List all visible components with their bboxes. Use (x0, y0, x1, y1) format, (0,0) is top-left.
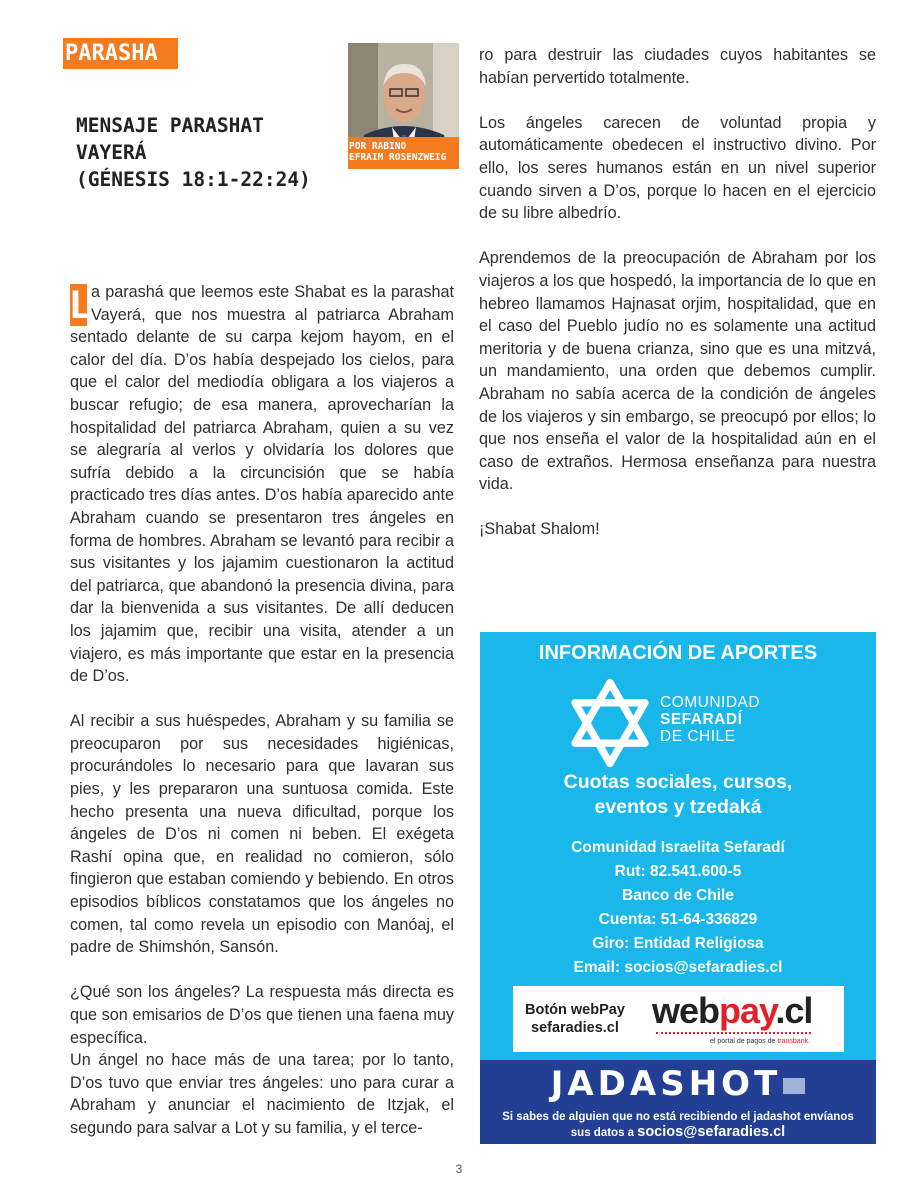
cuotas-text (480, 770, 876, 820)
info-bank: Banco de Chile (622, 887, 734, 904)
caption-line-1: POR RABINO (349, 141, 407, 152)
paragraph-4: Un ángel no hace más de una tarea; por lo tanto, D’os tuvo que enviar tres ángeles: uno para curar a Abraham y anunciar el nacimiento de Itzjak, el segundo para salvar a Lot y su familia, y el terce- (70, 1051, 454, 1137)
webpay-label (525, 1001, 625, 1037)
aportes-heading: INFORMACIÓN DE APORTES (538, 642, 818, 664)
aportes-box (480, 632, 876, 1060)
webpay-tagline (710, 1038, 810, 1045)
paragraph-2: Al recibir a sus huéspedes, Abraham y su familia se preocuparon por sus necesidades higiénicas, procurándoles lo necesario para que lavaran sus pies, y les prepararon una suntuosa comida. Este hecho presenta una nueva dificultad, porque los ángeles de D’os ni comen ni beben. El exégeta Rashí opina que, en realidad no comieron, sólo fingieron que estaban comiendo y bebiendo. En otros episodios bíblicos constatamos que los ángeles no comen, tal como revela un episodio con Manóaj, el padre de Shimshón, Sansón. (70, 712, 454, 957)
jadashot-banner (480, 1060, 876, 1144)
info-name: Comunidad Israelita Sefaradí (571, 839, 785, 856)
paragraph-1 (70, 281, 454, 688)
paragraph-1-text: a parashá que leemos este Shabat es la parashat Vayerá, que nos muestra al patriarca Abraham sentado delante de su carpa kejom hayom, en el calor del día. D’os había despejado los cielos, para que el calor del mediodía obligara a los viajeros a buscar refugio; de esa manera, aprovecharían la hospitalidad del patriarca Abraham, quien a su vez se alegraría al verlos y olvidaría los dolores que sufría debido a la circuncisión que se había practicado tres días antes. D’os había aparecido ante Abraham cuando se presentaron tres ángeles en forma de hombres. Abraham se levantó para recibir a sus visitantes y los jajamim cuestionaron la actitud del patriarca, que abandonó la presencia divina, para dar la bienvenida a sus visitantes. De allí deducen los jajamim que, recibir una visita, atender a un viajero, es más importante que estar en la presencia de D’os. (70, 283, 454, 686)
title-line-2: VAYERÁ (76, 141, 147, 164)
community-logo-text (660, 694, 760, 745)
webpay-button[interactable] (513, 986, 844, 1052)
webpay-line-1: Botón webPay (525, 1002, 625, 1018)
webpay-logo (652, 990, 812, 1032)
paragraph-6: Los ángeles carecen de voluntad propia y automáticamente obedecen el instructivo divino. Por ello, los seres humanos están en un nivel superior cuando sirven a D’os, porque lo hacen en el ejercicio de su libre albedrío. (479, 113, 876, 223)
info-rut: Rut: 82.541.600-5 (614, 863, 742, 880)
jadashot-badge-icon (783, 1078, 805, 1094)
info-email[interactable]: Email: socios@sefaradies.cl (573, 959, 783, 976)
webpay-line-2: sefaradies.cl (531, 1020, 619, 1036)
title-line-1: MENSAJE PARASHAT (76, 114, 264, 137)
star-of-david-icon (564, 677, 656, 769)
transbank-label: transbank. (777, 1038, 811, 1045)
paragraph-3: ¿Qué son los ángeles? La respuesta más directa es que son emisarios de D’os que tienen una faena muy específica. (70, 983, 454, 1047)
info-account: Cuenta: 51-64-336829 (598, 911, 758, 928)
jadashot-line-2 (480, 1125, 876, 1141)
title-line-3: (GÉNESIS 18:1-22:24) (76, 168, 311, 191)
logo-line-3: DE CHILE (660, 728, 736, 745)
jadashot-email[interactable]: socios@sefaradies.cl (637, 1124, 786, 1140)
logo-line-1: COMUNIDAD (660, 694, 761, 711)
photo-caption (348, 137, 459, 169)
jadashot-title-text: JADASHOT (550, 1064, 782, 1104)
jadashot-line-2-prefix: sus datos a (570, 1127, 635, 1139)
right-column (479, 44, 876, 564)
page-number: 3 (455, 1162, 463, 1176)
author-photo (348, 43, 459, 169)
jadashot-text (480, 1110, 876, 1141)
jadashot-title (480, 1064, 876, 1104)
paragraph-7: Aprendemos de la preocupación de Abraham por los viajeros a los que hospedó, la importancia de lo que en hebreo llamamos Hajnasat orjim, hospitalidad, que en el caso del Pueblo judío no es solamente una actitud meritoria y de buena crianza, sino que es una mitzvá, un mandamiento, una orden que debemos cumplir. Abraham no sabía acerca de la condición de ángeles de los viajeros y sin embargo, se preocupó por ellos; lo que nos enseña el valor de la hospitalidad aún en el caso de extraños. Hermosa enseñanza para nuestra vida. (479, 249, 876, 494)
webpay-logo-pay: pay (719, 990, 776, 1031)
cuotas-line-2: eventos y tzedaká (594, 796, 762, 818)
logo-line-2: SEFARADÍ (660, 711, 743, 728)
bank-info (480, 836, 876, 980)
cuotas-line-1: Cuotas sociales, cursos, (563, 771, 793, 793)
webpay-tagline-text: el portal de pagos de (710, 1038, 776, 1045)
drop-cap: L (70, 283, 95, 327)
paragraph-5: ro para destruir las ciudades cuyos habitantes se habían pervertido totalmente. (479, 46, 876, 87)
section-tag: PARASHA (63, 38, 178, 69)
webpay-dotted-line (656, 1032, 811, 1034)
info-giro: Giro: Entidad Religiosa (592, 935, 764, 952)
left-column (70, 281, 454, 1140)
webpay-logo-cl: .cl (775, 990, 813, 1031)
webpay-logo-web: web (652, 990, 720, 1031)
caption-line-2: EFRAIM ROSENZWEIG (349, 152, 447, 163)
article-title (76, 112, 311, 193)
jadashot-line-1: Si sabes de alguien que no está recibiendo el jadashot envíanos (502, 1111, 854, 1123)
paragraph-8: ¡Shabat Shalom! (479, 520, 600, 539)
